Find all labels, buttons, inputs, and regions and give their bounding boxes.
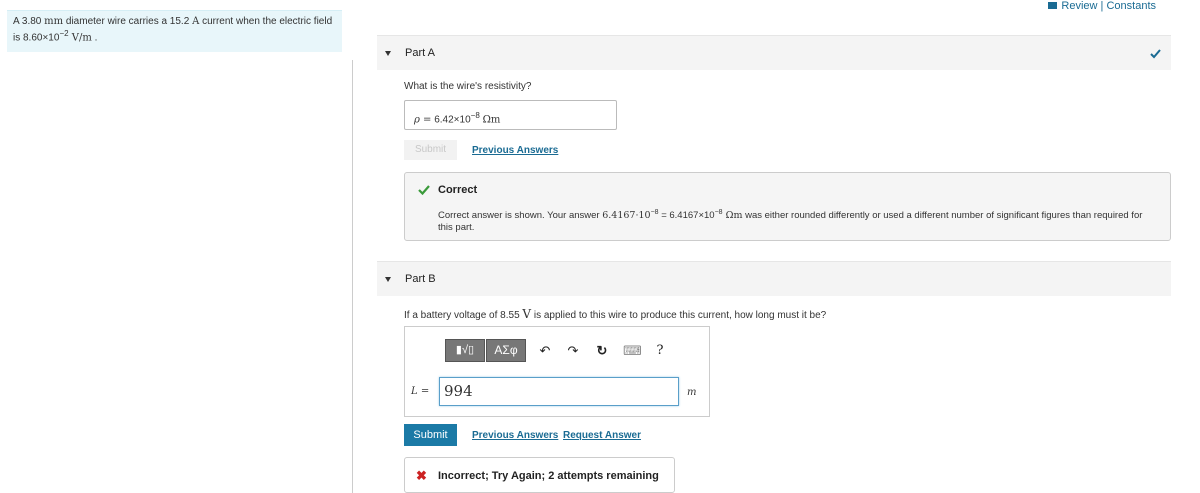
review-icon [1048,2,1057,9]
unit-v: V [522,307,532,321]
unit-m: m [687,387,697,398]
correct-check-icon [418,184,430,196]
question-text: is applied to this wire to produce this current, how long must it be? [531,310,827,321]
review-link[interactable]: Review [1061,0,1098,12]
feedback-text: was either rounded differently or used a different number of significant figures than required for this part. [438,210,1143,234]
feedback-your-answer: 6.4167·10 [602,210,651,222]
answer-unit: Ωm [482,114,501,126]
problem-text: . [91,32,98,44]
feedback-correct-answer: = 6.4167×10 [658,210,715,222]
unit-a: A [192,16,200,27]
templates-button[interactable]: ▮√▯ [445,339,485,362]
part-a-feedback [404,172,1171,241]
rho-label: ρ = [414,114,432,126]
problem-text: A 3.80 [13,16,45,27]
keyboard-icon[interactable]: ⌨ [623,343,642,358]
problem-statement [7,10,342,52]
part-a-previous-answers-link[interactable]: Previous Answers [472,145,559,156]
unit-vm: V/m [68,32,92,44]
feedback-body [438,207,1153,234]
redo-icon[interactable]: ↷ [567,343,579,358]
undo-icon[interactable]: ↶ [539,343,551,358]
problem-text: diameter wire carries a 15.2 [63,16,193,27]
part-b-submit-button[interactable]: Submit [404,424,457,446]
collapse-triangle-icon[interactable] [385,277,391,282]
incorrect-message: Incorrect; Try Again; 2 attempts remaining [438,470,659,482]
constants-link[interactable]: Constants [1106,0,1156,12]
problem-text: current when the electric field is 8.60×10 [13,16,333,44]
request-answer-link[interactable]: Request Answer [563,430,641,441]
part-b-question [404,307,826,321]
unit-mm: mm [44,16,64,27]
feedback-text: Correct answer is shown. Your answer [438,210,603,222]
part-b-previous-answers-link[interactable]: Previous Answers [472,430,559,441]
part-b-title: Part B [405,273,436,285]
part-b-feedback [404,457,675,493]
part-a-answer-box [404,100,617,130]
part-a-title: Part A [405,47,435,59]
exponent: −8 [470,111,480,120]
collapse-triangle-icon[interactable] [385,51,391,56]
top-bar [1048,0,1156,12]
length-label: L = [411,386,430,397]
part-b-header[interactable] [377,261,1171,296]
answer-display [414,111,500,125]
feedback-title: Correct [438,184,478,196]
feedback-unit: Ωm [722,210,743,222]
help-icon[interactable]: ? [656,343,664,358]
exponent: −8 [650,209,659,216]
separator: | [1100,0,1104,12]
exponent: −2 [59,29,69,38]
part-a-submit-button[interactable]: Submit [404,140,457,160]
incorrect-x-icon: ✖ [416,468,427,483]
exponent: −8 [714,209,723,216]
part-a-question: What is the wire's resistivity? [404,81,532,92]
answer-value: 6.42×10 [434,114,471,126]
checkmark-icon [1150,48,1161,59]
answer-editor [404,326,710,417]
divider [352,60,353,493]
reset-icon[interactable]: ↻ [596,343,608,358]
question-text: If a battery voltage of 8.55 [404,310,523,321]
part-a-header[interactable] [377,35,1171,70]
greek-symbols-button[interactable]: ΑΣφ [486,339,526,362]
length-answer-input[interactable]: 994 [439,377,679,406]
